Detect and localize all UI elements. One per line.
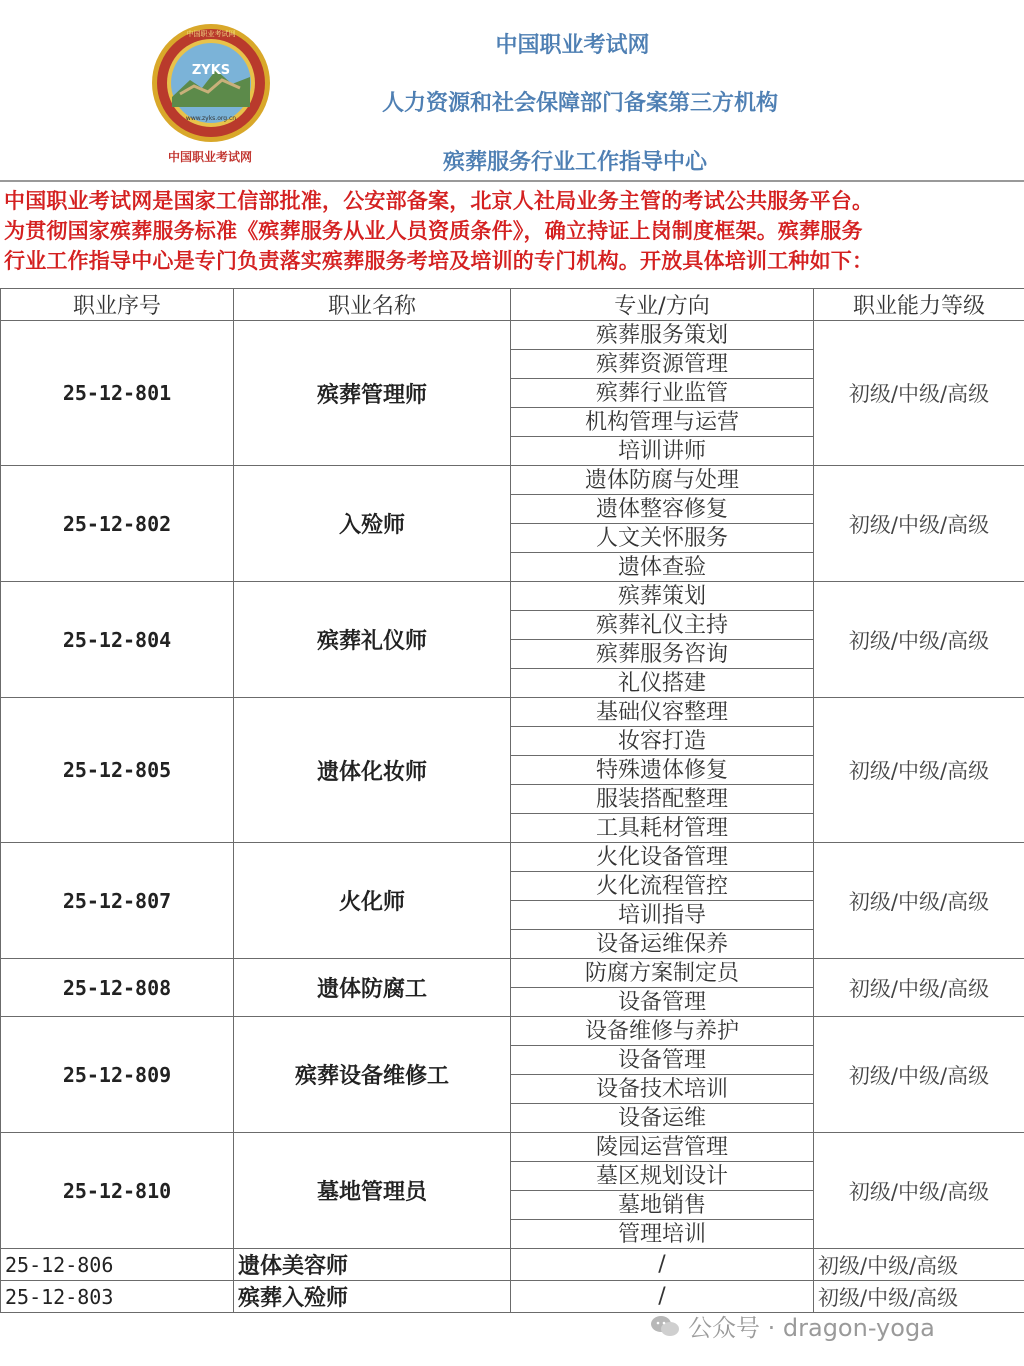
intro-line-2: 为贯彻国家殡葬服务标准《殡葬服务从业人员资质条件》，确立持证上岗制度框架。殡葬服务 [4,219,863,243]
table-header-row [1,289,1024,321]
table-row [1,1133,1024,1162]
occupation-name: 遗体美容师 [234,1249,511,1281]
watermark-text: 公众号 · dragon-yoga [688,1314,935,1342]
specialty-cell: 设备运维 [511,1104,814,1133]
specialty-cell: / [511,1249,814,1281]
table-row [1,466,1024,495]
occupation-name: 墓地管理员 [234,1133,511,1249]
level-cell: 初级/中级/高级 [814,843,1024,959]
specialty-cell: 机构管理与运营 [511,408,814,437]
header-spec: 专业/方向 [511,289,814,321]
level-cell: 初级/中级/高级 [814,1249,1024,1281]
table-row [1,1249,1024,1281]
logo-url-text: www.zyks.org.cn [185,115,237,122]
specialty-cell: 设备管理 [511,1046,814,1075]
logo-ring-text: 中国职业考试网 [186,30,236,38]
header [0,0,1024,180]
occupation-name: 遗体化妆师 [234,698,511,843]
specialty-cell: 培训指导 [511,901,814,930]
table-body [1,321,1024,1313]
occupation-name: 殡葬礼仪师 [234,582,511,698]
occupation-code: 25-12-801 [1,321,234,466]
specialty-cell: 殡葬行业监管 [511,379,814,408]
specialty-cell: 火化流程管控 [511,872,814,901]
specialty-cell: / [511,1281,814,1313]
occupation-name: 火化师 [234,843,511,959]
table-row [1,321,1024,350]
header-title-1: 中国职业考试网 [495,33,650,58]
specialty-cell: 特殊遗体修复 [511,756,814,785]
header-level: 职业能力等级 [814,289,1024,321]
level-cell: 初级/中级/高级 [814,321,1024,466]
occupation-code: 25-12-809 [1,1017,234,1133]
specialty-cell: 工具耗材管理 [511,814,814,843]
wechat-icon [650,1314,680,1338]
specialty-cell: 殡葬资源管理 [511,350,814,379]
zyks-logo [150,22,272,144]
specialty-cell: 设备维修与养护 [511,1017,814,1046]
level-cell: 初级/中级/高级 [814,1281,1024,1313]
table-row [1,582,1024,611]
specialty-cell: 设备技术培训 [511,1075,814,1104]
header-name: 职业名称 [234,289,511,321]
specialty-cell: 遗体防腐与处理 [511,466,814,495]
header-divider [0,180,1024,182]
occupation-code: 25-12-804 [1,582,234,698]
level-cell: 初级/中级/高级 [814,698,1024,843]
specialty-cell: 殡葬服务策划 [511,321,814,350]
header-code: 职业序号 [1,289,234,321]
occupation-name: 遗体防腐工 [234,959,511,1017]
occupation-code: 25-12-803 [1,1281,234,1313]
table-row [1,698,1024,727]
specialty-cell: 管理培训 [511,1220,814,1249]
specialty-cell: 防腐方案制定员 [511,959,814,988]
level-cell: 初级/中级/高级 [814,1017,1024,1133]
specialty-cell: 陵园运营管理 [511,1133,814,1162]
header-title-3: 殡葬服务行业工作指导中心 [442,150,707,175]
level-cell: 初级/中级/高级 [814,466,1024,582]
occupation-code: 25-12-810 [1,1133,234,1249]
specialty-cell: 设备运维保养 [511,930,814,959]
level-cell: 初级/中级/高级 [814,582,1024,698]
logo-center-text: ZYKS [191,63,231,78]
specialty-cell: 遗体查验 [511,553,814,582]
intro-line-3: 行业工作指导中心是专门负责落实殡葬服务考培及培训的专门机构。开放具体培训工种如下： [4,249,874,273]
specialty-cell: 殡葬礼仪主持 [511,611,814,640]
specialty-cell: 人文关怀服务 [511,524,814,553]
header-title-2: 人力资源和社会保障部门备案第三方机构 [381,91,778,116]
occupation-code: 25-12-807 [1,843,234,959]
specialty-cell: 墓区规划设计 [511,1162,814,1191]
specialty-cell: 殡葬策划 [511,582,814,611]
specialty-cell: 墓地销售 [511,1191,814,1220]
table-row [1,1017,1024,1046]
occupation-code: 25-12-802 [1,466,234,582]
specialty-cell: 殡葬服务咨询 [511,640,814,669]
specialty-cell: 妆容打造 [511,727,814,756]
level-cell: 初级/中级/高级 [814,959,1024,1017]
level-cell: 初级/中级/高级 [814,1133,1024,1249]
specialty-cell: 礼仪搭建 [511,669,814,698]
specialty-cell: 设备管理 [511,988,814,1017]
logo-caption: 中国职业考试网 [167,150,252,164]
specialty-cell: 服装搭配整理 [511,785,814,814]
occupation-code: 25-12-806 [1,1249,234,1281]
occupation-code: 25-12-805 [1,698,234,843]
occupation-name: 殡葬入殓师 [234,1281,511,1313]
occupation-name: 入殓师 [234,466,511,582]
specialty-cell: 培训讲师 [511,437,814,466]
intro-line-1: 中国职业考试网是国家工信部批准，公安部备案，北京人社局业务主管的考试公共服务平台。 [4,189,874,213]
occupation-name: 殡葬管理师 [234,321,511,466]
specialty-cell: 遗体整容修复 [511,495,814,524]
table-row [1,843,1024,872]
specialty-cell: 火化设备管理 [511,843,814,872]
table-row [1,959,1024,988]
specialty-cell: 基础仪容整理 [511,698,814,727]
occupation-code: 25-12-808 [1,959,234,1017]
intro-paragraph [0,186,1024,276]
occupation-name: 殡葬设备维修工 [234,1017,511,1133]
watermark [650,1308,935,1343]
occupation-table [0,288,1024,1313]
